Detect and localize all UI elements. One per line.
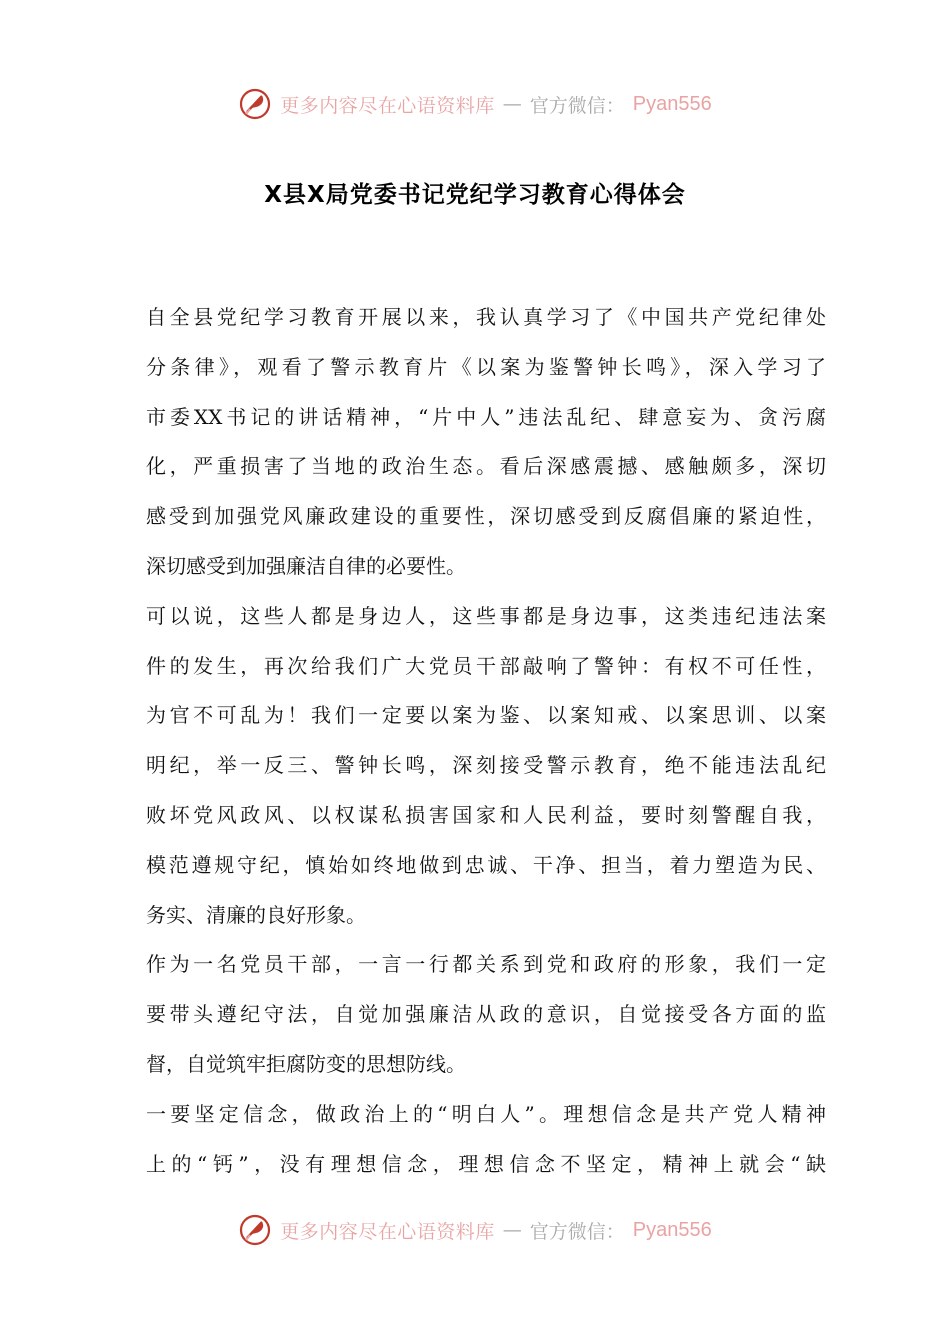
text-line: 为官不可乱为！我们一定要以案为鉴、以案知戒、以案思训、以案: [146, 703, 826, 728]
quill-logo-icon: [238, 1213, 272, 1247]
text-line: 化，严重损害了当地的政治生态。看后深感震撼、感触颇多，深切: [146, 454, 826, 479]
text-line: 败坏党风政风、以权谋私损害国家和人民利益，要时刻警醒自我，: [146, 802, 826, 827]
watermark-text: 更多内容尽在心语资料库: [280, 1220, 495, 1243]
text-line: 一要坚定信念，做政治上的“明白人”。理想信念是共产党人精神: [146, 1101, 826, 1126]
text-line: 市委XX书记的讲话精神，“片中人”违法乱纪、肆意妄为、贪污腐: [146, 404, 826, 429]
watermark-dash: —: [502, 93, 522, 115]
watermark-dash: —: [502, 1219, 522, 1241]
text-line: 自全县党纪学习教育开展以来，我认真学习了《中国共产党纪律处: [146, 305, 826, 329]
watermark-wechat-label: 官方微信：: [529, 94, 625, 117]
watermark-wechat-label: 官方微信：: [529, 1220, 625, 1243]
watermark-text: 更多内容尽在心语资料库: [280, 94, 495, 117]
watermark-wechat-id: Pyan556: [632, 1218, 712, 1241]
text-line: 模范遵规守纪，慎始如终地做到忠诚、干净、担当，着力塑造为民、: [146, 852, 826, 877]
footer-watermark: [0, 1208, 950, 1252]
text-line: 督，自觉筑牢拒腐防变的思想防线。: [146, 1051, 466, 1076]
text-line: 件的发生，再次给我们广大党员干部敲响了警钟：有权不可任性，: [146, 653, 826, 678]
text-line: 务实、清廉的良好形象。: [146, 902, 366, 927]
text-line: 深切感受到加强廉洁自律的必要性。: [146, 553, 466, 578]
header-watermark: [0, 82, 950, 126]
watermark-wechat-id: Pyan556: [632, 92, 712, 115]
document-title: X县X局党委书记党纪学习教育心得体会: [264, 182, 686, 208]
text-line: 要带头遵纪守法，自觉加强廉洁从政的意识，自觉接受各方面的监: [146, 1002, 826, 1027]
text-line: 感受到加强党风廉政建设的重要性，深切感受到反腐倡廉的紧迫性，: [146, 504, 826, 529]
document-body: [146, 293, 826, 1189]
text-line: 明纪，举一反三、警钟长鸣，深刻接受警示教育，绝不能违法乱纪: [146, 753, 826, 778]
text-line: 上的“钙”，没有理想信念，理想信念不坚定，精神上就会“缺: [146, 1151, 826, 1176]
text-line: 分条律》，观看了警示教育片《以案为鉴警钟长鸣》，深入学习了: [146, 354, 826, 379]
text-line: 作为一名党员干部，一言一行都关系到党和政府的形象，我们一定: [146, 952, 826, 977]
text-line: 可以说，这些人都是身边人，这些事都是身边事，这类违纪违法案: [146, 603, 826, 628]
quill-logo-icon: [238, 87, 272, 121]
